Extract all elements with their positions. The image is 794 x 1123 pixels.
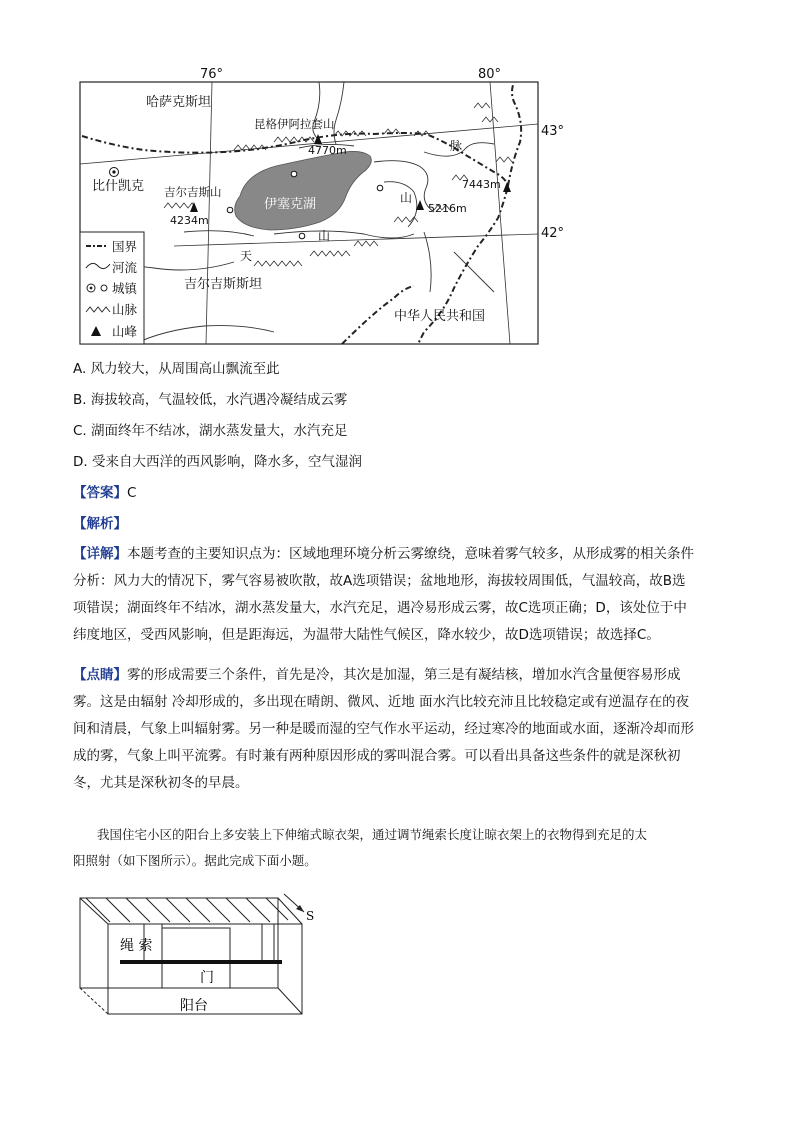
- tip-line: 雾。这是由辐射 冷却形成的，多出现在晴朗、微风、近地 面水汽比较充沛且比较稳定或有逆温存在的夜: [73, 694, 690, 710]
- town-marker: [377, 185, 383, 191]
- option-d: D. 受来自大西洋的西风影响，降水多，空气湿润: [73, 454, 362, 470]
- answer-value: C: [127, 485, 137, 501]
- legend-peak-label: 山峰: [112, 324, 138, 339]
- option-b: B. 海拔较高，气温较低，水汽遇冷凝结成云雾: [73, 392, 348, 408]
- country-kyrgyzstan: 吉尔吉斯斯坦: [184, 277, 263, 292]
- legend-border-label: 国界: [112, 239, 138, 254]
- legend-river-label: 河流: [112, 260, 138, 275]
- meridian-80: [490, 82, 510, 344]
- tip-paragraph: [73, 662, 723, 797]
- map-svg: [74, 62, 544, 346]
- issyk-kul-map: [74, 62, 544, 346]
- tip-line: 间和清晨，气象上叫辐射雾。另一种是暖而湿的空气作水平运动，经过寒冷的地面或水面，逐渐冷却而形: [73, 721, 694, 737]
- lat-label-42: 42°: [541, 226, 565, 241]
- legend-mountain-label: 山脉: [112, 302, 138, 317]
- town-marker: [299, 233, 305, 239]
- tip-line: 【点睛】雾的形成需要三个条件，首先是冷，其次是加湿，第三是有凝结核，增加水汽含量便容易形成: [73, 667, 681, 683]
- question-intro: [73, 822, 723, 874]
- detail-line: 项错误；湖面终年不结冰，湖水蒸发量大，水汽充足，遇冷易形成云雾，故C选项正确；D，该处位于中: [73, 600, 687, 616]
- peak-label-4770: 4770m: [308, 144, 347, 157]
- detail-tag: 【详解】: [73, 546, 127, 562]
- lon-label-80: 80°: [478, 67, 502, 82]
- tip-tag: 【点睛】: [73, 667, 127, 683]
- tip-line: 成的雾，气象上叫平流雾。有时兼有两种原因形成的雾叫混合雾。可以看出具备这些条件的就是深秋初: [73, 748, 681, 764]
- roof-hatch: [86, 898, 288, 922]
- tip-line: 冬，尤其是深秋初冬的早晨。: [73, 775, 249, 791]
- legend-capital-dot: [90, 287, 93, 290]
- river: [424, 232, 431, 292]
- mountain-label-kyrgyz: 吉尔吉斯山: [164, 185, 222, 199]
- detail-line: 分析：风力大的情况下，雾气容易被吹散，故A选项错误；盆地地形，海拔较周围低，气温较高，故B选: [73, 573, 686, 589]
- option-c: C. 湖面终年不结冰，湖水蒸发量大，水汽充足: [73, 423, 348, 439]
- analysis-tag: 【解析】: [73, 516, 127, 532]
- peak-label-7443: 7443m: [462, 178, 501, 191]
- option-a: A. 风力较大，从周围高山飘流至此: [73, 361, 280, 377]
- lat-label-43: 43°: [541, 124, 565, 139]
- country-kazakhstan: 哈萨克斯坦: [146, 95, 212, 110]
- south-label: S: [306, 909, 315, 923]
- country-china: 中华人民共和国: [394, 309, 486, 324]
- rope-label: 绳 索: [120, 938, 153, 954]
- answer-tag: 【答案】: [73, 485, 127, 501]
- mountain-label-shan-2: 山: [400, 191, 413, 205]
- city-bishkek: 比什凯克: [92, 179, 145, 194]
- balcony-label: 阳台: [180, 998, 208, 1014]
- peak-label-4234: 4234m: [170, 214, 209, 227]
- balcony-diagram: [70, 890, 330, 1030]
- intro-line: 阳照射（如下图所示）。据此完成下面小题。: [73, 853, 317, 868]
- detail-paragraph: [73, 541, 723, 649]
- town-marker: [291, 171, 297, 177]
- river: [274, 231, 414, 238]
- door-label: 门: [200, 970, 214, 986]
- river: [134, 326, 274, 344]
- lon-label-76: 76°: [200, 67, 224, 82]
- river: [313, 82, 320, 140]
- intro-line: 我国住宅小区的阳台上多安装上下伸缩式晾衣架，通过调节绳索长度让晾衣架上的衣物得到充足的太: [97, 827, 648, 842]
- mountain-label-mai: 脉: [450, 139, 463, 153]
- legend-town-label: 城镇: [112, 281, 138, 296]
- door: [162, 928, 230, 988]
- mountain-label-tian: 天: [240, 249, 253, 263]
- answer-line: [73, 484, 136, 502]
- analysis-line: [73, 515, 127, 533]
- peak-label-5216: 5216m: [428, 202, 467, 215]
- mountain-label-shan-1: 山: [318, 229, 331, 243]
- capital-marker-dot: [112, 170, 115, 173]
- river: [184, 231, 254, 236]
- lake-label: 伊塞克湖: [264, 197, 317, 212]
- meridian-76: [206, 82, 212, 344]
- detail-line: 纬度地区，受西风影响，但是距海远，为温带大陆性气候区，降水较少，故D选项错误；故选择C。: [73, 627, 660, 643]
- peak-marker-7443: [503, 182, 511, 192]
- national-border: [508, 82, 521, 186]
- mountain-label-kungey: 昆格伊阿拉套山: [254, 117, 335, 131]
- detail-line: 【详解】本题考查的主要知识点为：区域地理环境分析云雾缭绕，意味着雾气较多，从形成雾的相关条件: [73, 546, 694, 562]
- river: [454, 252, 494, 292]
- town-marker: [227, 207, 233, 213]
- balcony-svg: [70, 890, 330, 1030]
- lake-issyk-kul: [235, 151, 372, 230]
